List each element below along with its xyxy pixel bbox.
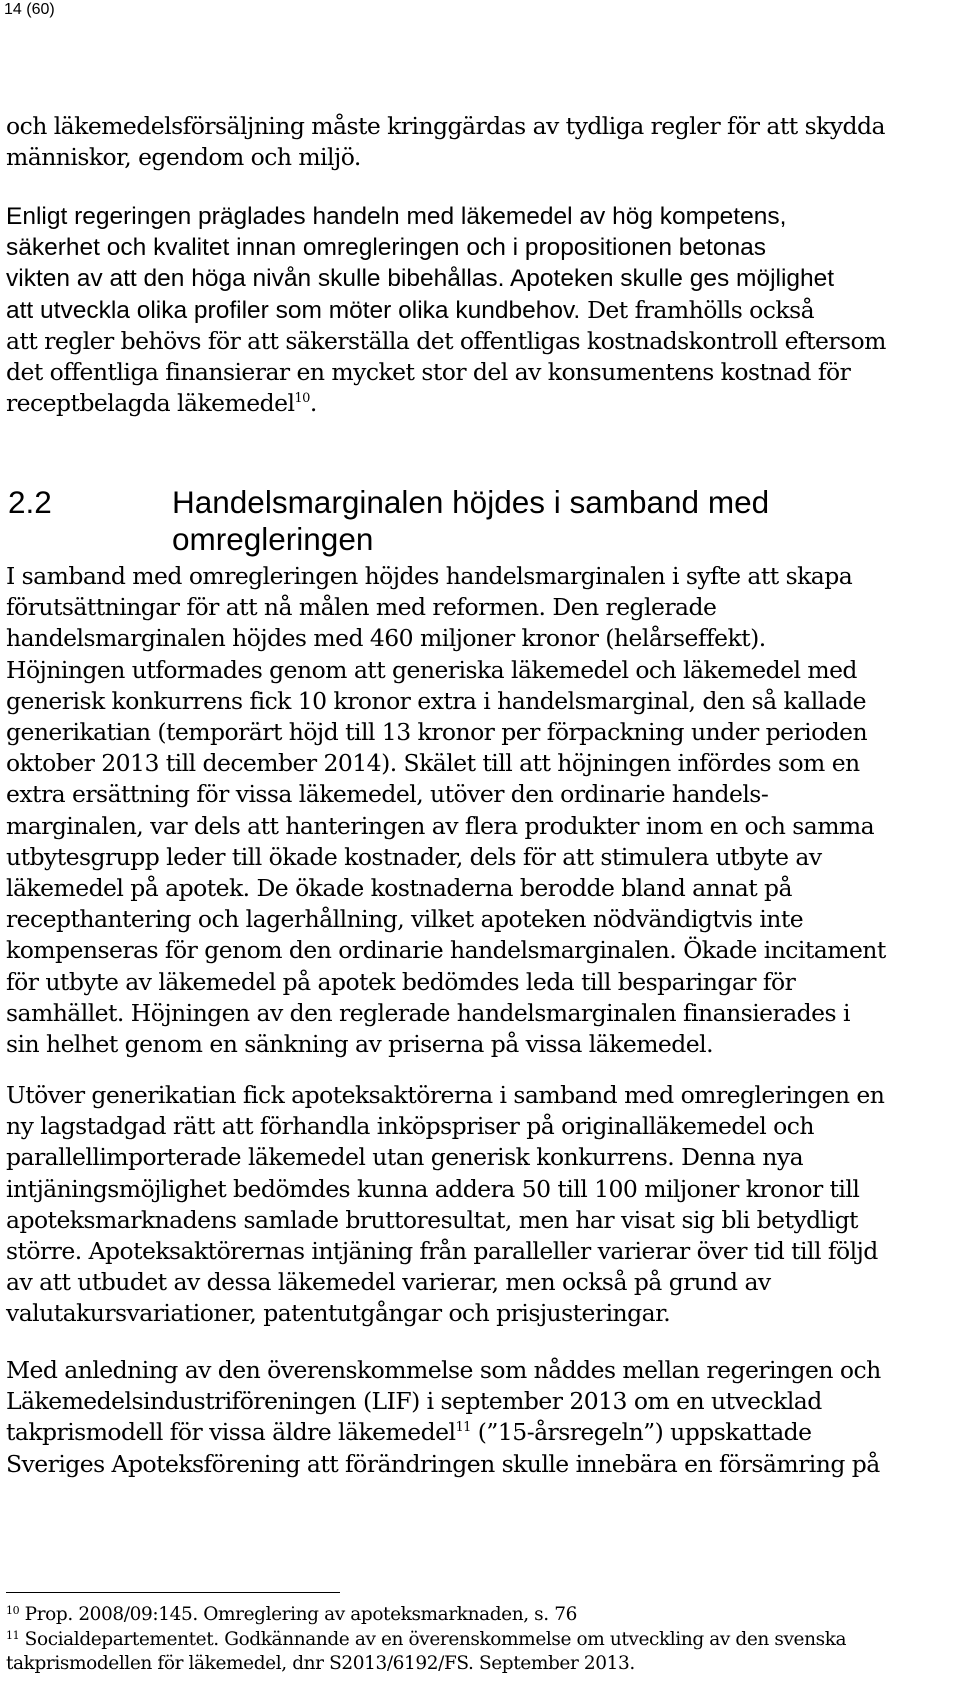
text-line: för utbyte av läkemedel på apotek bedömdes leda till besparingar för	[6, 967, 796, 996]
paragraph-regulation-goals	[6, 201, 956, 419]
footnote-ref: 11	[455, 1420, 471, 1436]
text-line: förutsättningar för att nå målen med reformen. Den reglerade	[6, 593, 717, 622]
footnote	[6, 1628, 956, 1653]
text-line: Höjningen utformades genom att generiska läkemedel och läkemedel med	[6, 655, 857, 684]
text-line: generisk konkurrens fick 10 kronor extra i handelsmarginal, den så kallade	[6, 686, 866, 715]
text-segment: .	[309, 389, 317, 418]
paragraph-purchase-rights	[6, 1080, 956, 1330]
text-line	[6, 295, 956, 326]
footnotes	[6, 1603, 956, 1677]
footnote-mark: 10	[6, 1604, 20, 1617]
text-line: det offentliga finansierar en mycket stor del av konsumentens kostnad för	[6, 358, 851, 387]
text-line: handelsmarginalen höjdes med 460 miljoner kronor (helårseffekt).	[6, 624, 766, 653]
text-line: Med anledning av den överenskommelse som nåddes mellan regeringen och	[6, 1356, 881, 1384]
text-line: Läkemedelsindustriföreningen (LIF) i september 2013 om en utvecklad	[6, 1387, 822, 1416]
text-line: samhället. Höjningen av den reglerade handelsmarginalen finansierades i	[6, 998, 850, 1027]
text-segment: Det framhölls också	[580, 295, 815, 324]
text-line	[6, 388, 956, 419]
text-line: extra ersättning för vissa läkemedel, utöver den ordinarie handels-	[6, 780, 769, 809]
paragraph-lif-agreement	[6, 1355, 956, 1480]
footnote-continuation: takprismodellen för läkemedel, dnr S2013/6192/FS. September 2013.	[6, 1653, 635, 1674]
footnote-ref: 10	[294, 391, 310, 407]
text-line: Sveriges Apoteksförening att förändringen skulle innebära en försämring på	[6, 1449, 880, 1478]
section-title	[172, 484, 769, 558]
text-segment: (”15-årsregeln”) uppskattade	[470, 1418, 812, 1447]
text-line: större. Apoteksaktörernas intjäning från paralleller varierar över tid till följd	[6, 1237, 878, 1266]
text-line: vikten av att den höga nivån skulle bibehållas. Apoteken skulle ges möjlighet	[6, 265, 835, 293]
text-line: apoteksmarknadens samlade bruttoresultat, men har visat sig bli betydligt	[6, 1205, 858, 1234]
text-line: recepthantering och lagerhållning, vilket apoteken nödvändigtvis inte	[6, 905, 804, 934]
footnote	[6, 1603, 956, 1628]
text-segment: takprismodell för vissa äldre läkemedel	[6, 1418, 456, 1447]
text-line: och läkemedelsförsäljning måste kringgärdas av tydliga regler för att skydda	[6, 112, 885, 140]
text-line: kompenseras för genom den ordinarie handelsmarginalen. Ökade incitament	[6, 936, 886, 965]
text-line: I samband med omregleringen höjdes handelsmarginalen i syfte att skapa	[6, 562, 853, 590]
text-line: marginalen, var dels att hanteringen av flera produkter inom en och samma	[6, 811, 875, 840]
section-title-line: Handelsmarginalen höjdes i samband med	[172, 484, 770, 520]
text-line: människor, egendom och miljö.	[6, 143, 361, 172]
footnote-mark: 11	[6, 1628, 20, 1642]
text-line: generikatian (temporärt höjd till 13 kronor per förpackning under perioden	[6, 718, 868, 747]
paragraph-continuation	[6, 111, 956, 173]
text-line: valutakursvariationer, patentutgångar och prisjusteringar.	[6, 1299, 671, 1328]
page-number: 14 (60)	[4, 1, 55, 18]
text-line	[6, 1417, 956, 1448]
text-segment: att utveckla olika profiler som möter olika kundbehov.	[6, 296, 581, 324]
footnote-divider	[6, 1592, 340, 1593]
section-number: 2.2	[8, 484, 52, 520]
text-line: parallellimporterade läkemedel utan generisk konkurrens. Denna nya	[6, 1143, 804, 1172]
text-line: oktober 2013 till december 2014). Skälet till att höjningen infördes som en	[6, 749, 860, 778]
text-line: utbytesgrupp leder till ökade kostnader, dels för att stimulera utbyte av	[6, 842, 822, 871]
text-line: intjäningsmöjlighet bedömdes kunna addera 50 till 100 miljoner kronor till	[6, 1174, 860, 1203]
text-line: Enligt regeringen präglades handeln med läkemedel av hög kompetens,	[6, 203, 787, 230]
footnote-text: Socialdepartementet. Godkännande av en överenskommelse om utveckling av den svenska	[19, 1628, 847, 1650]
text-line: sin helhet genom en sänkning av priserna på vissa läkemedel.	[6, 1030, 714, 1059]
text-line: säkerhet och kvalitet innan omregleringen och i propositionen betonas	[6, 234, 766, 262]
text-line: av att utbudet av dessa läkemedel varierar, men också på grund av	[6, 1268, 771, 1297]
text-line: Utöver generikatian fick apoteksaktörerna i samband med omregleringen en	[6, 1081, 885, 1109]
text-line: att regler behövs för att säkerställa det offentligas kostnadskontroll eftersom	[6, 326, 886, 355]
footnote-text: Prop. 2008/09:145. Omreglering av apoteksmarknaden, s. 76	[19, 1604, 577, 1625]
text-line: läkemedel på apotek. De ökade kostnaderna berodde bland annat på	[6, 874, 793, 903]
section-title-line: omregleringen	[172, 521, 374, 557]
text-segment: receptbelagda läkemedel	[6, 389, 295, 418]
text-line: ny lagstadgad rätt att förhandla inköpspriser på originalläkemedel och	[6, 1112, 814, 1141]
paragraph-margin-increase	[6, 561, 956, 1060]
